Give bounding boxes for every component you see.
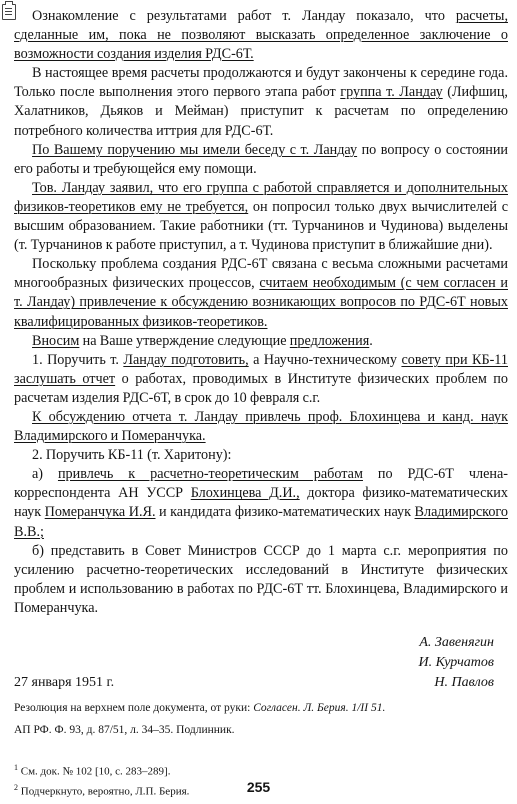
p6-period: . — [369, 332, 373, 349]
p3-underlined: По Вашему поручению мы имели беседу с т. Ландау — [32, 141, 358, 158]
p7-text-3: о работах, проводимых в Институте физических проблем по расчетам изделия РДС-6Т, в срок до 10 февраля с.г. — [14, 370, 508, 406]
p8-underlined: К обсуждению отчета т. Ландау привлечь проф. Блохинцева и канд. наук Владимирского и Померанчука. — [14, 408, 508, 445]
paragraph-2 — [14, 64, 508, 140]
proposal-2a — [14, 465, 508, 541]
proposal-2b — [14, 542, 508, 618]
archive-reference: АП РФ. Ф. 93, д. 87/51, л. 34–35. Подлинник. — [14, 724, 235, 736]
footnote-2-mark: 2 — [14, 782, 18, 792]
signature-zavenyagin: А. Завенягин — [419, 635, 494, 650]
footnote-1-mark: 1 — [14, 763, 18, 772]
p9-text: 2. Поручить КБ-11 (т. Харитону): — [32, 447, 232, 464]
p10-underlined-2: Блохинцева Д.И., — [190, 485, 300, 502]
proposal-1 — [14, 351, 508, 408]
p10-underlined-4: Владимирского В.В.; — [14, 504, 508, 540]
proposal-1-discussion — [14, 408, 508, 446]
proposal-2 — [14, 446, 508, 465]
resolution-label: Резолюция на верхнем поле документа, от руки: — [14, 702, 254, 714]
footnote-2-text: Подчеркнуто, вероятно, Л.П. Берия. — [18, 785, 190, 798]
p10-underlined-3: Померанчука И.Я. — [44, 504, 156, 521]
p1-text: Ознакомление с результатами работ т. Ландау показало, что — [32, 8, 456, 24]
p2-text: В настоящее время расчеты продолжаются и будут закончены к середине года. Только после выполнения этого первого этапа работ — [14, 65, 508, 101]
p10-text-2: по РДС-6Т члена-корреспондента АН УССР — [14, 466, 508, 502]
p10-underlined-1: привлечь к расчетно-теоретическим работам — [57, 466, 363, 483]
date-and-signature-row — [14, 673, 508, 693]
p6-text: на Ваше утверждение следующие — [79, 332, 290, 349]
p2-text-end: (Лифшиц, Халатников, Дьяков и Мейман) приступит к расчетам по определению потребного количества иттрия для РДС-6Т. — [14, 84, 508, 139]
footnote-1-text: См. док. № 102 [10, с. 283–289]. — [18, 765, 171, 778]
p7-underlined-landau: Ландау подготовить, — [123, 351, 249, 368]
p5-text: Поскольку проблема создания РДС-6Т связана с весьма сложными расчетами многообразных физических процессов, — [14, 256, 508, 292]
p2-underlined: группа т. Ландау — [340, 84, 443, 101]
paragraph-proposals-intro — [14, 332, 508, 351]
p6-underlined-vnosim: Вносим — [32, 332, 80, 349]
p5-underlined: считаем необходимым (с чем согласен и т. Ландау) привлечение к обсуждению возникающих вопросов по РДС-6Т новых квалифицированных физиков-теоретиков. — [14, 275, 508, 330]
p4-text: он попросил только двух вычислителей с высшим образованием. Такие работники (тт. Турчанинов и Чудинова) выделены (т. Турчанинов к работе приступил, а т. Чудинова приступит в ближайшие дни). — [14, 198, 508, 254]
paragraph-3 — [14, 141, 508, 179]
paragraph-5 — [14, 255, 508, 331]
p6-underlined-predlozheniya: предложения — [289, 332, 370, 349]
signature-kurchatov: И. Курчатов — [418, 655, 494, 670]
p7-underlined-sovet: совету при КБ-11 заслушать отчет — [14, 351, 508, 387]
p10-text-3: доктора физико-математических наук — [14, 485, 508, 521]
p10-text: а) — [32, 466, 58, 483]
document-body — [14, 7, 508, 799]
p7-text-2: а Научно-техническому — [248, 351, 402, 368]
p11-text: б) представить в Совет Министров СССР до 1 марта с.г. мероприятия по усилению расчетно-теоретических исследований в Институте физических проблем и использованию в работах по РДС-6Т тт. Блохинцева, Владимирского и Померанчука. — [14, 542, 508, 616]
paragraph-4 — [14, 179, 508, 255]
p4-underlined: Тов. Ландау заявил, что его группа с работой справляется и дополнительных физиков-теоретиков ему не требуется, — [14, 179, 508, 215]
p10-text-4: и кандидата физико-математических наук — [155, 504, 415, 521]
resolution-note — [14, 701, 508, 716]
p7-text: 1. Поручить т. — [32, 351, 124, 368]
footnote-1 — [14, 760, 508, 780]
paragraph-1 — [14, 7, 508, 64]
signature-pavlov: Н. Павлов — [434, 675, 494, 690]
document-date: 27 января 1951 г. — [14, 675, 115, 690]
p1-underlined: расчеты, сделанные им, пока не позволяют высказать определенное заключение о возможности создания изделия РДС-6Т. — [14, 8, 508, 63]
p3-text: по вопросу о состоянии его работы и требующейся ему помощи. — [14, 141, 509, 177]
page-number: 255 — [246, 779, 271, 795]
resolution-text: Согласен. Л. Берия. 1/II 51. — [253, 702, 386, 714]
